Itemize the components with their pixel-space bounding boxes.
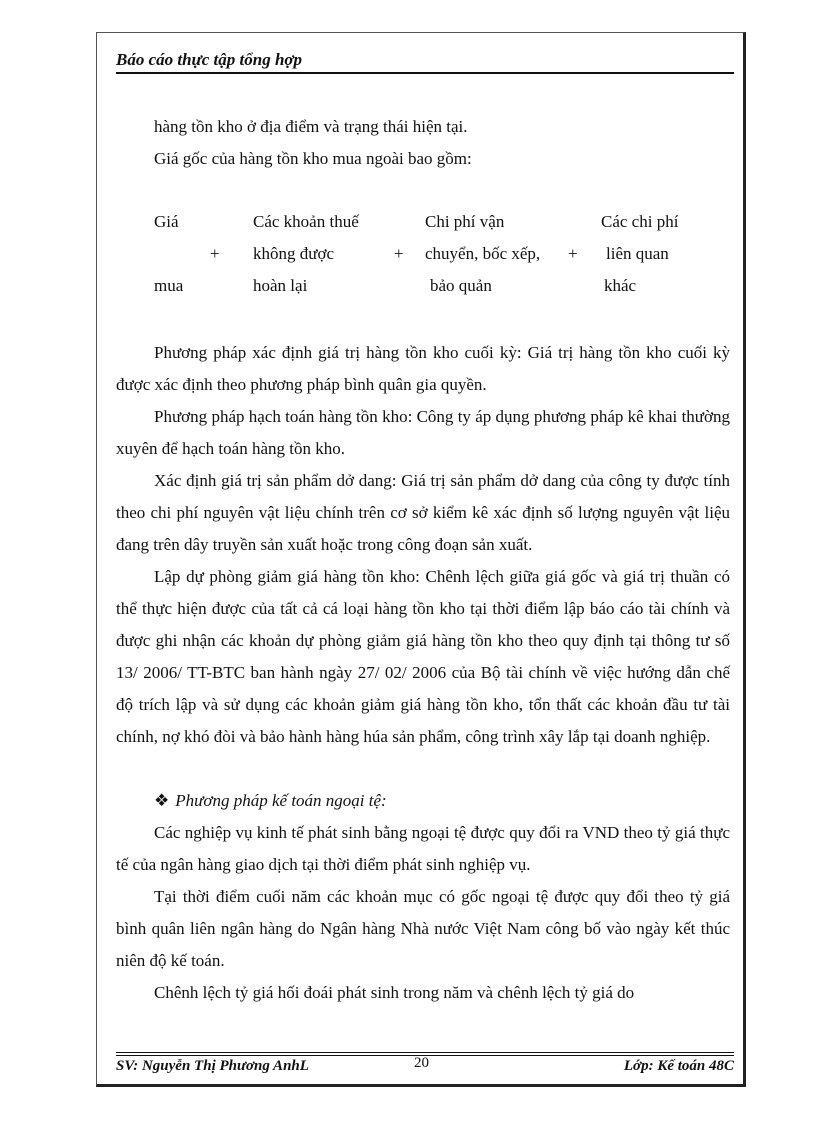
intro-line-2: Giá gốc của hàng tồn kho mua ngoài bao gồm: (154, 149, 472, 168)
formula-term3-line2: chuyển, bốc xếp, (425, 244, 541, 263)
formula-term4-line2: liên quan (606, 244, 669, 263)
paragraph-foreign-currency-transactions: Các nghiệp vụ kinh tế phát sinh bằng ngoại tệ được quy đổi ra VND theo tỷ giá thực tế của ngân hàng giao dịch tại thời điểm phát sinh nghiệp vụ. (116, 823, 730, 874)
paragraph-work-in-progress: Xác định giá trị sản phẩm dở dang: Giá trị sản phẩm dở dang của công ty được tính theo chi phí nguyên vật liệu chính trên cơ sở kiểm kê xác định số lượng nguyên vật liệu đang trên dây truyền sản xuất hoặc trong công đoạn sản xuất. (116, 471, 730, 554)
formula-plus-1: + (210, 244, 220, 263)
foreign-currency-heading-text: Phương pháp kế toán ngoại tệ: (175, 791, 387, 810)
footer-student-name: SV: Nguyễn Thị Phương AnhL (116, 1058, 309, 1074)
paragraph-exchange-difference: Chênh lệch tỷ giá hối đoái phát sinh trong năm và chênh lệch tỷ giá do (154, 983, 635, 1002)
formula-term3-line3: bảo quản (430, 276, 492, 295)
page-header-title: Báo cáo thực tập tổng hợp (116, 50, 303, 69)
formula-term4-line3: khác (604, 276, 637, 295)
formula-term1-line2: mua (154, 276, 184, 295)
formula-term1-line1: Giá (154, 212, 179, 231)
paragraph-ending-inventory-valuation: Phương pháp xác định giá trị hàng tồn kho cuối kỳ: Giá trị hàng tồn kho cuối kỳ được xác định theo phương pháp bình quân gia quyền. (116, 343, 730, 394)
footer-rule-top (116, 1052, 734, 1053)
footer-page-number: 20 (414, 1055, 429, 1071)
formula-term4-line1: Các chi phí (601, 212, 679, 231)
formula-term2-line2: không được (253, 244, 334, 263)
footer-class-name: Lớp: Kế toán 48C (623, 1058, 734, 1074)
paragraph-inventory-accounting-method: Phương pháp hạch toán hàng tồn kho: Công ty áp dụng phương pháp kê khai thường xuyên để hạch toán hàng tồn kho. (116, 407, 730, 458)
intro-line-1: hàng tồn kho ở địa điểm và trạng thái hiện tại. (154, 117, 468, 136)
formula-plus-2: + (394, 244, 404, 263)
paragraph-year-end-conversion: Tại thời điểm cuối năm các khoản mục có gốc ngoại tệ được quy đổi theo tỷ giá bình quân liên ngân hàng do Ngân hàng Nhà nước Việt Nam công bố vào ngày kết thúc niên độ kế toán. (116, 887, 730, 970)
paragraph-inventory-provision: Lập dự phòng giảm giá hàng tồn kho: Chênh lệch giữa giá gốc và giá trị thuần có thể thực hiện được của tất cả cá loại hàng tồn kho tại thời điểm lập báo cáo tài chính và được ghi nhận các khoản dự phòng giảm giá hàng tồn kho theo quy định tại thông tư số 13/ 2006/ TT-BTC ban hành ngày 27/ 02/ 2006 của Bộ tài chính về việc hướng dẫn chế độ trích lập và sử dụng các khoản giảm giá hàng tồn kho, tổn thất các khoản đầu tư tài chính, nợ khó đòi và bảo hành hàng húa sản phẩm, công trình xây lắp tại doanh nghiệp. (116, 567, 730, 746)
formula-term2-line3: hoàn lại (253, 276, 308, 295)
bullet-foreign-currency-heading (154, 791, 387, 811)
diamond-bullet-icon: ❖ (154, 791, 170, 810)
formula-plus-3: + (568, 244, 578, 263)
formula-term2-line1: Các khoản thuế (253, 212, 359, 231)
formula-term3-line1: Chi phí vận (425, 212, 505, 231)
header-rule (116, 72, 734, 74)
